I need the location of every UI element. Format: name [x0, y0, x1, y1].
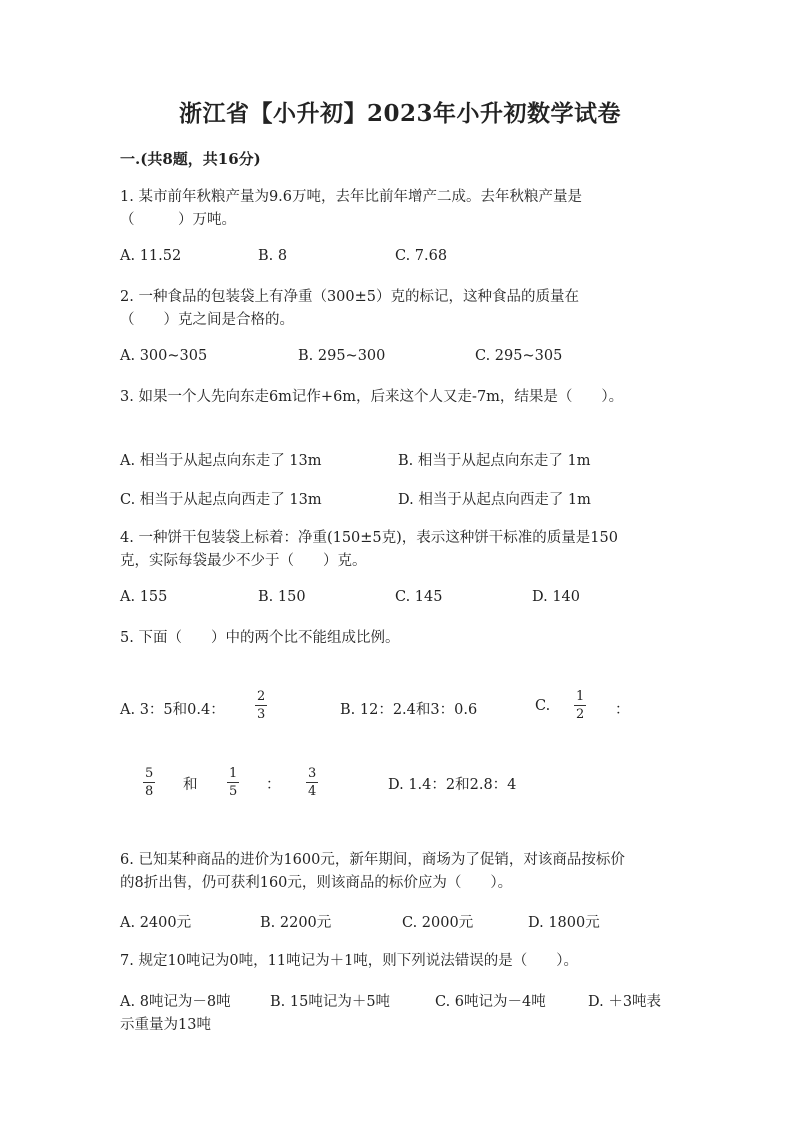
option-b[interactable]: B. 150 — [258, 589, 306, 605]
option-b[interactable]: B. 12：2.4和3：0.6 — [340, 702, 478, 718]
fraction — [140, 766, 158, 799]
question-7 — [120, 950, 680, 973]
options-6 — [120, 911, 700, 935]
option-a[interactable]: A. 300~305 — [120, 348, 208, 364]
question-4 — [120, 527, 680, 573]
ratio-colon: ： — [615, 702, 630, 718]
options-7 — [120, 990, 700, 1014]
question-text: 的8折出售，仍可获利160元，则该商品的标价应为（ ）。 — [120, 875, 513, 891]
fraction — [303, 766, 321, 799]
question-6 — [120, 849, 680, 895]
fraction — [224, 766, 242, 799]
option-d[interactable]: D. 1800元 — [528, 915, 600, 931]
question-3 — [120, 386, 680, 409]
option-b[interactable]: B. 15吨记为＋5吨 — [270, 994, 391, 1010]
question-1 — [120, 186, 680, 232]
options-3-row1 — [120, 449, 700, 473]
fraction-denominator: 2 — [576, 707, 585, 722]
option-c[interactable]: C. 7.68 — [395, 248, 448, 264]
option-a[interactable]: A. 3：5和0.4： — [120, 702, 225, 718]
question-text: 5. 下面（ ）中的两个比不能组成比例。 — [120, 630, 400, 646]
option-b[interactable]: B. 相当于从起点向东走了 1m — [398, 453, 591, 469]
option-c[interactable]: C. 6吨记为－4吨 — [435, 994, 546, 1010]
fraction-numerator: 1 — [229, 766, 238, 781]
option-d[interactable]: D. 140 — [532, 589, 581, 605]
option-c[interactable]: C. 相当于从起点向西走了 13m — [120, 492, 322, 508]
section-heading: 一.(共8题，共16分) — [120, 150, 261, 168]
page-title: 浙江省【小升初】2023年小升初数学试卷 — [178, 100, 621, 127]
question-text: 2. 一种食品的包装袋上有净重（300±5）克的标记，这种食品的质量在 — [120, 289, 579, 305]
option-a[interactable]: A. 155 — [120, 589, 168, 605]
options-1 — [120, 248, 700, 272]
option-d[interactable]: D. 1.4：2和2.8：4 — [388, 777, 517, 793]
options-4 — [120, 589, 700, 613]
option-a[interactable]: A. 相当于从起点向东走了 13m — [120, 453, 322, 469]
option-a[interactable]: A. 8吨记为－8吨 — [120, 994, 231, 1010]
fraction-denominator: 8 — [145, 784, 154, 799]
question-text: 4. 一种饼干包装袋上标着：净重(150±5克)，表示这种饼干标准的质量是150 — [120, 530, 618, 546]
option-a[interactable]: A. 11.52 — [120, 248, 182, 264]
question-5 — [120, 627, 680, 650]
fraction-numerator: 1 — [576, 689, 585, 704]
fraction — [571, 689, 589, 722]
option-c[interactable]: C. 295~305 — [475, 348, 563, 364]
and-text: 和 — [183, 777, 198, 793]
fraction-denominator: 5 — [229, 784, 238, 799]
fraction — [252, 689, 270, 722]
question-text: （ ）克之间是合格的。 — [120, 312, 294, 328]
options-3-row2 — [120, 488, 700, 512]
option-b[interactable]: B. 8 — [258, 248, 288, 264]
option-c[interactable]: C. 2000元 — [402, 915, 474, 931]
question-text: 克，实际每袋最少不少于（ ）克。 — [120, 553, 367, 569]
question-text: 7. 规定10吨记为0吨，11吨记为＋1吨，则下列说法错误的是（ ）。 — [120, 953, 579, 969]
option-d[interactable]: D. 相当于从起点向西走了 1m — [398, 492, 591, 508]
question-text: 1. 某市前年秋粮产量为9.6万吨，去年比前年增产二成。去年秋粮产量是 — [120, 189, 583, 205]
ratio-colon: ： — [266, 777, 281, 793]
fraction-numerator: 2 — [257, 689, 266, 704]
question-2 — [120, 286, 680, 332]
option-c[interactable]: C. — [535, 698, 551, 714]
question-text: 6. 已知某种商品的进价为1600元，新年期间，商场为了促销，对该商品按标价 — [120, 852, 625, 868]
option-b[interactable]: B. 2200元 — [260, 915, 332, 931]
option-b[interactable]: B. 295~300 — [298, 348, 386, 364]
fraction-numerator: 3 — [308, 766, 317, 781]
options-2 — [120, 348, 700, 372]
fraction-denominator: 4 — [308, 784, 317, 799]
fraction-numerator: 5 — [145, 766, 154, 781]
option-d[interactable]: D. ＋3吨表 — [588, 994, 662, 1010]
question-text: 3. 如果一个人先向东走6m记作+6m，后来这个人又走-7m，结果是（ ）。 — [120, 389, 624, 405]
option-c[interactable]: C. 145 — [395, 589, 443, 605]
option-a[interactable]: A. 2400元 — [120, 915, 192, 931]
fraction-denominator: 3 — [257, 707, 266, 722]
option-d-continued: 示重量为13吨 — [120, 1017, 211, 1033]
question-text: （ ）万吨。 — [120, 212, 236, 228]
